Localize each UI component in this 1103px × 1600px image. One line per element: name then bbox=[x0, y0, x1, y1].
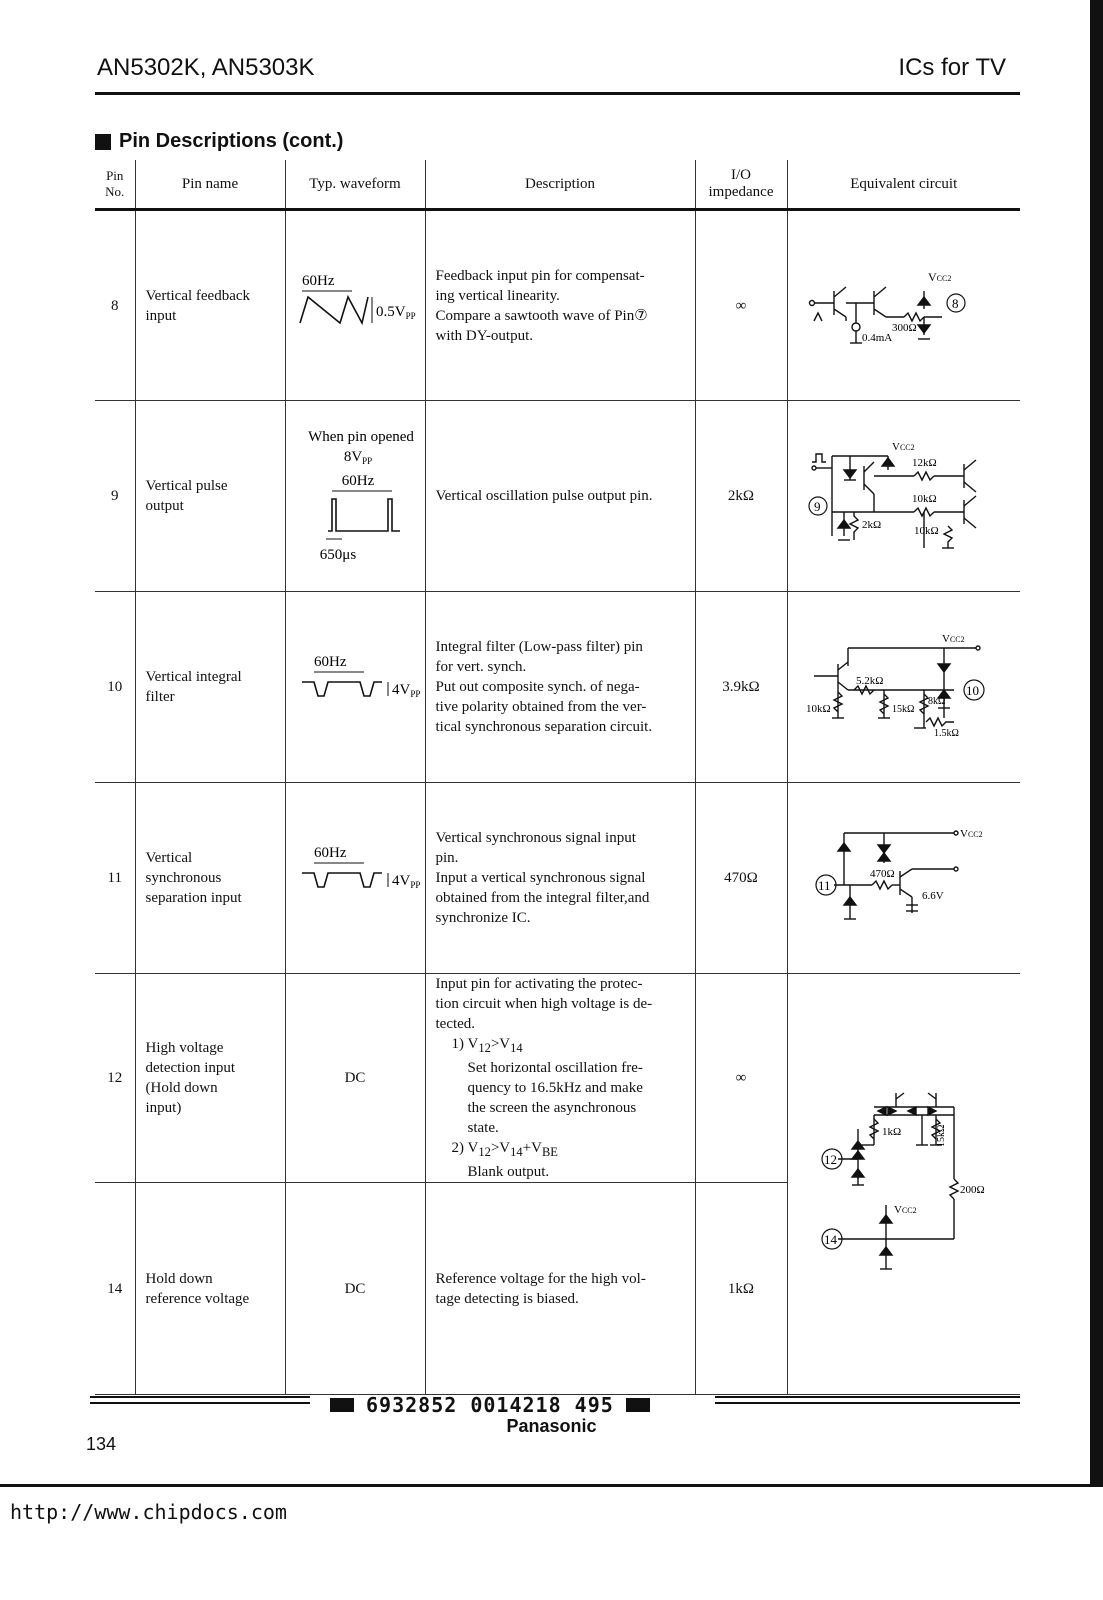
wave-width-label: 650μs bbox=[319, 547, 356, 563]
section-title-text: Pin Descriptions (cont.) bbox=[119, 130, 344, 152]
col-header-description: Description bbox=[425, 160, 695, 210]
barcode-block-icon bbox=[330, 1398, 354, 1412]
eq-vcc-label: VCC2 bbox=[941, 633, 965, 645]
eq-r4-label: 10kΩ bbox=[913, 525, 939, 537]
pin-name-line: separation input bbox=[145, 890, 242, 906]
desc-line: Blank output. bbox=[467, 1164, 550, 1180]
table-row bbox=[95, 592, 1020, 783]
section-bullet-icon bbox=[95, 134, 111, 150]
desc-line: with DY-output. bbox=[435, 327, 533, 344]
equivalent-circuit-10 bbox=[804, 632, 1004, 742]
pin-name bbox=[135, 401, 285, 592]
eq-pin-label-b: 14 bbox=[823, 1232, 837, 1247]
waveform-cell bbox=[285, 783, 425, 974]
wave-freq-label: 60Hz bbox=[313, 654, 346, 670]
col-header-waveform: Typ. waveform bbox=[285, 160, 425, 210]
eq-vcc-label: VCC2 bbox=[927, 269, 952, 284]
table-row bbox=[95, 210, 1020, 401]
wave-amp-label: $4V_{PP}$ bbox=[391, 682, 420, 699]
header-rule bbox=[95, 92, 1020, 95]
pin-number: 8 bbox=[95, 210, 135, 401]
equivalent-circuit-cell bbox=[787, 974, 1020, 1395]
sawtooth-waveform bbox=[296, 271, 426, 341]
desc-line: Set horizontal oscillation fre- bbox=[467, 1060, 643, 1076]
scan-edge-bar bbox=[1090, 0, 1103, 1487]
negative-pulse-waveform bbox=[296, 652, 426, 722]
part-numbers: AN5302K, AN5303K bbox=[97, 54, 315, 81]
eq-r1-label: 300Ω bbox=[891, 321, 917, 334]
desc-line: Put out composite synch. of nega- bbox=[435, 679, 640, 695]
desc-line: Compare a sawtooth wave of Pin⑦ bbox=[435, 307, 648, 324]
table-row bbox=[95, 401, 1020, 592]
pin-name-line: detection input bbox=[145, 1060, 236, 1076]
pin-name bbox=[135, 1183, 285, 1395]
footer-barcode-band bbox=[90, 1393, 1020, 1417]
brand-logo: Panasonic bbox=[506, 1416, 597, 1436]
desc-line: quency to 16.5kHz and make bbox=[467, 1080, 643, 1096]
equivalent-circuit-12-14 bbox=[804, 1089, 1004, 1279]
condition-1: 1) $V_{12}>V_{14}$ bbox=[451, 1036, 523, 1055]
desc-line: obtained from the integral filter,and bbox=[435, 890, 650, 906]
wave-amp-label: $8V_{PP}$ bbox=[343, 449, 372, 466]
eq-r1-label: 12kΩ bbox=[911, 457, 937, 469]
barcode-code bbox=[330, 1393, 650, 1417]
desc-line: Integral filter (Low-pass filter) pin bbox=[435, 639, 643, 655]
waveform-cell bbox=[285, 592, 425, 783]
eq-r2-label: 10kΩ bbox=[805, 703, 831, 715]
desc-line: the screen the asynchronous bbox=[467, 1100, 637, 1116]
pin-description bbox=[425, 783, 695, 974]
desc-line: for vert. synch. bbox=[435, 659, 527, 675]
pin-number: 12 bbox=[95, 974, 135, 1183]
pin-number: 14 bbox=[95, 1183, 135, 1395]
pin-number: 9 bbox=[95, 401, 135, 592]
eq-r3-label: 2kΩ bbox=[861, 519, 881, 531]
eq-r3-label: 15kΩ bbox=[891, 704, 915, 715]
barcode-text: 6932852 0014218 495 bbox=[366, 1393, 614, 1417]
desc-line: state. bbox=[467, 1120, 499, 1136]
pin-name-line: Vertical feedback bbox=[145, 287, 251, 304]
equivalent-circuit-11 bbox=[804, 823, 1004, 933]
pulse-waveform bbox=[296, 421, 426, 571]
negative-pulse-waveform bbox=[296, 843, 426, 913]
desc-line: ing vertical linearity. bbox=[435, 287, 560, 304]
desc-line: tive polarity obtained from the ver- bbox=[435, 699, 647, 715]
pin-name-line: synchronous bbox=[145, 870, 222, 886]
eq-r1-label: 1kΩ bbox=[881, 1126, 901, 1138]
desc-line: Reference voltage for the high vol- bbox=[435, 1270, 646, 1287]
condition-2: 2) $V_{12}>V_{14}+V_{BE}$ bbox=[451, 1140, 558, 1159]
col-header-equivalent-circuit: Equivalent circuit bbox=[787, 160, 1020, 210]
desc-line: Vertical oscillation pulse output pin. bbox=[435, 488, 653, 504]
wave-note: When pin opened bbox=[307, 429, 414, 445]
equivalent-circuit-cell bbox=[787, 783, 1020, 974]
pin-description bbox=[425, 592, 695, 783]
col-header-io-impedance: I/O impedance bbox=[695, 160, 787, 210]
io-impedance: ∞ bbox=[695, 974, 787, 1183]
equivalent-circuit-cell bbox=[787, 210, 1020, 401]
section-title bbox=[95, 130, 343, 153]
pin-name-line: Vertical bbox=[145, 850, 193, 866]
pin-number: 11 bbox=[95, 783, 135, 974]
eq-r2-label: 10kΩ bbox=[911, 493, 937, 505]
pin-number: 10 bbox=[95, 592, 135, 783]
io-impedance: 2kΩ bbox=[695, 401, 787, 592]
eq-r1-label: 5.2kΩ bbox=[855, 675, 884, 687]
waveform-cell: DC bbox=[285, 1183, 425, 1395]
pin-name-line: High voltage bbox=[145, 1040, 224, 1056]
wave-amp-label: $4V_{PP}$ bbox=[391, 873, 420, 890]
pin-name-line: filter bbox=[145, 689, 175, 705]
pin-name bbox=[135, 210, 285, 401]
desc-line: Vertical synchronous signal input bbox=[435, 830, 636, 846]
waveform-cell: DC bbox=[285, 974, 425, 1183]
eq-pin-label: 10 bbox=[965, 683, 979, 698]
pin-description bbox=[425, 974, 695, 1183]
io-impedance: 3.9kΩ bbox=[695, 592, 787, 783]
pin-description-table bbox=[95, 160, 1020, 1395]
table-row bbox=[95, 783, 1020, 974]
eq-v1-label: 6.6V bbox=[921, 890, 944, 902]
pin-name-line: input) bbox=[145, 1100, 182, 1116]
eq-vcc-label: VCC2 bbox=[893, 1204, 917, 1216]
io-impedance: ∞ bbox=[695, 210, 787, 401]
desc-line: Input pin for activating the protec- bbox=[435, 976, 643, 992]
col-header-pin-name: Pin name bbox=[135, 160, 285, 210]
source-url: http://www.chipdocs.com bbox=[10, 1500, 287, 1524]
page-number: 134 bbox=[86, 1434, 117, 1454]
desc-line: Input a vertical synchronous signal bbox=[435, 870, 646, 886]
category-title: ICs for TV bbox=[898, 54, 1006, 81]
io-impedance: 470Ω bbox=[695, 783, 787, 974]
equivalent-circuit-9 bbox=[804, 436, 1004, 556]
pin-name bbox=[135, 974, 285, 1183]
equivalent-circuit-cell bbox=[787, 592, 1020, 783]
eq-r3-label: 200Ω bbox=[959, 1184, 985, 1196]
eq-pin-label-a: 12 bbox=[823, 1152, 837, 1167]
wave-freq-label: 60Hz bbox=[341, 473, 374, 489]
pin-name-line: Vertical pulse bbox=[145, 478, 228, 494]
eq-r1-label: 470Ω bbox=[869, 868, 895, 880]
desc-line: Feedback input pin for compensat- bbox=[435, 267, 645, 284]
io-impedance: 1kΩ bbox=[695, 1183, 787, 1395]
table-header-row bbox=[95, 160, 1020, 210]
eq-pin-label: 11 bbox=[817, 878, 831, 893]
eq-pin-label: 9 bbox=[813, 499, 821, 514]
pin-description bbox=[425, 1183, 695, 1395]
pin-name bbox=[135, 592, 285, 783]
pin-name-line: output bbox=[145, 498, 184, 514]
barcode-block-icon bbox=[626, 1398, 650, 1412]
pin-description bbox=[425, 210, 695, 401]
wave-amp-label: $0.5V_{PP}$ bbox=[375, 303, 416, 321]
desc-line: tical synchronous separation circuit. bbox=[435, 719, 653, 735]
eq-vcc-label: VCC2 bbox=[959, 828, 983, 840]
eq-i1-label: 0.4mA bbox=[861, 331, 892, 344]
desc-line: pin. bbox=[435, 850, 459, 866]
desc-line: synchronize IC. bbox=[435, 910, 531, 926]
equivalent-circuit-8 bbox=[804, 251, 1004, 361]
desc-line: tage detecting is biased. bbox=[435, 1290, 579, 1307]
desc-line: tected. bbox=[435, 1016, 476, 1032]
eq-r5-label: 1.5kΩ bbox=[933, 728, 959, 739]
equivalent-circuit-cell bbox=[787, 401, 1020, 592]
col-header-pin-no: Pin No. bbox=[95, 160, 135, 210]
pin-name bbox=[135, 783, 285, 974]
eq-vcc-label: VCC2 bbox=[891, 441, 915, 453]
pin-name-line: input bbox=[145, 307, 177, 324]
waveform-cell bbox=[285, 401, 425, 592]
pin-name-line: reference voltage bbox=[145, 1290, 250, 1307]
eq-r2-label: 15kΩ bbox=[935, 1124, 947, 1147]
eq-pin-label: 8 bbox=[951, 295, 959, 311]
pin-name-line: Hold down bbox=[145, 1270, 213, 1287]
waveform-cell bbox=[285, 210, 425, 401]
desc-line: tion circuit when high voltage is de- bbox=[435, 996, 653, 1012]
table-row bbox=[95, 974, 1020, 1183]
wave-freq-label: 60Hz bbox=[313, 845, 346, 861]
wave-freq-label: 60Hz bbox=[301, 272, 334, 289]
eq-r4-label: 8kΩ bbox=[927, 696, 946, 707]
pin-name-line: Vertical integral bbox=[145, 669, 242, 685]
footer-rule bbox=[0, 1484, 1103, 1487]
pin-description bbox=[425, 401, 695, 592]
pin-name-line: (Hold down bbox=[145, 1080, 218, 1096]
